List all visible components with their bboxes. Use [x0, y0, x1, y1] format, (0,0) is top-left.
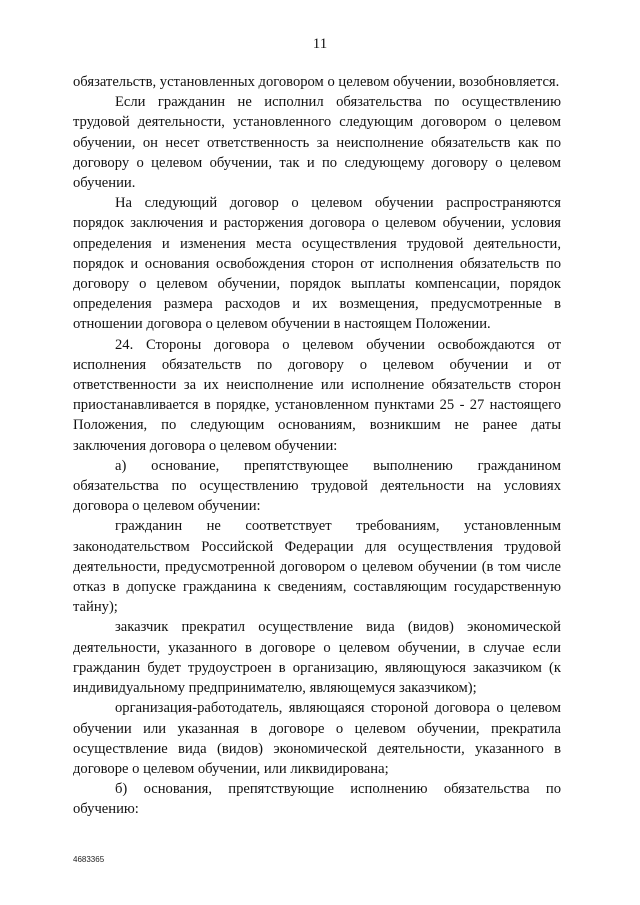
paragraph-subclause-a: а) основание, препятствующее выполнению гражданином обязательства по осуществлению трудовой деятельности на условиях договора о целевом обучении:: [73, 457, 561, 515]
paragraph-continuation: обязательств, установленных договором о целевом обучении, возобновляется.: [73, 74, 560, 90]
paragraph-customer-terminated: заказчик прекратил осуществление вида (видов) экономической деятельности, указанного в договоре о целевом обучении, в случае если гражданин будет трудоустроен в организацию, являющуюся заказчиком (к индивидуальному предпринимателю, являющемуся заказчиком);: [73, 619, 561, 697]
document-body: [73, 72, 561, 820]
paragraph-subclause-b: б) основания, препятствующие исполнению обязательства по обучению:: [73, 781, 561, 818]
document-code: 4683365: [73, 855, 105, 864]
paragraph-citizen-requirements: гражданин не соответствует требованиям, установленным законодательством Российской Федерации для осуществления трудовой деятельности, предусмотренной договором о целевом обучении (в том числе отказ в допуске гражданина к сведениям, составляющим государственную тайну);: [73, 518, 561, 616]
paragraph-responsibility: Если гражданин не исполнил обязательства по осуществлению трудовой деятельности, установленного следующим договором о целевом обучении, он несет ответственность за неисполнение обязательств как по договору о целевом обучении, так и по следующему договору о целевом обучении.: [73, 94, 561, 192]
paragraph-clause-24: 24. Стороны договора о целевом обучении освобождаются от исполнения обязательств по договору о целевом обучении и от ответственности за их неисполнение или исполнение обязательств сторон приостанавливается в порядке, установленном пунктами 25 - 27 настоящего Положения, по следующим основаниям, возникшим не ранее даты заключения договора о целевом обучении:: [73, 336, 561, 454]
paragraph-employer-terminated: организация-работодатель, являющаяся стороной договора о целевом обучении или указанная в договоре о целевом обучении, прекратила осуществление вида (видов) экономической деятельности, указанного в договоре о целевом обучении, или ликвидирована;: [73, 700, 561, 777]
paragraph-next-contract-rules: На следующий договор о целевом обучении распространяются порядок заключения и расторжения договора о целевом обучении, условия определения и изменения места осуществления трудовой деятельности, порядок и основания освобождения сторон от исполнения обязательств по договору о целевом обучении, порядок выплаты компенсации, порядок определения размера расходов и их возмещения, предусмотренные в отношении договора о целевом обучении в настоящем Положении.: [73, 195, 561, 333]
page-number: 11: [312, 36, 328, 52]
